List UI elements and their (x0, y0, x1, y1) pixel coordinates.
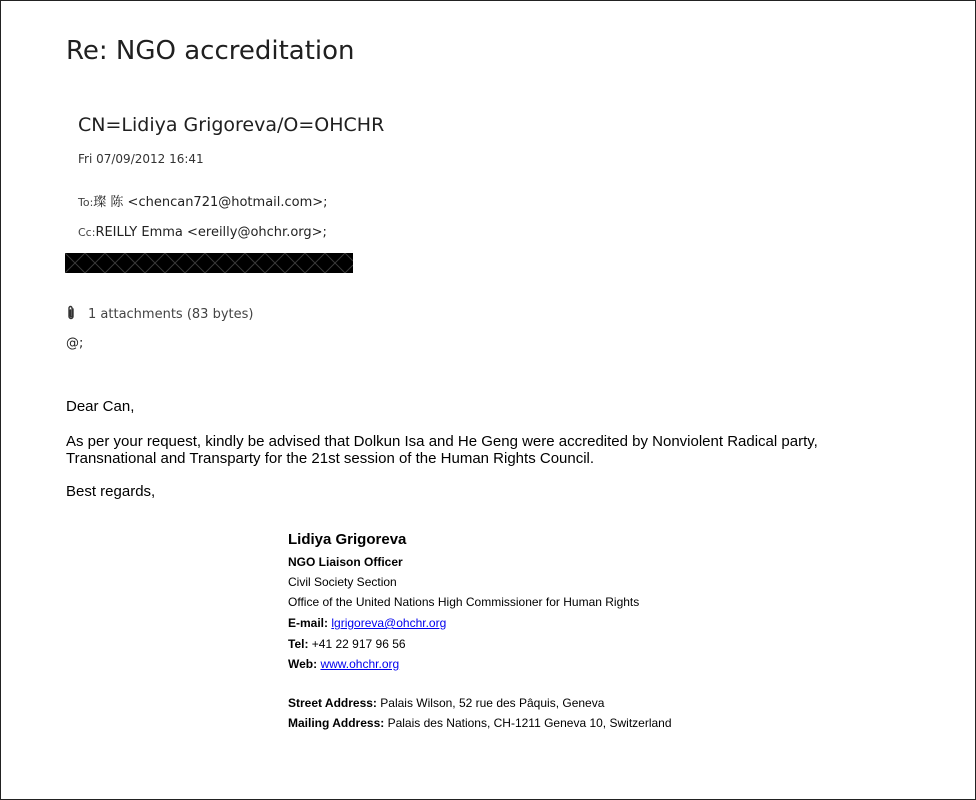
signature-section: Civil Society Section (288, 575, 397, 589)
street-value: Palais Wilson, 52 rue des Pâquis, Geneva (380, 696, 605, 710)
signature-mailing-address (288, 716, 672, 730)
email-link[interactable]: lgrigoreva@ohchr.org (331, 616, 447, 630)
redaction-bar (65, 253, 353, 273)
signature-office: Office of the United Nations High Commissioner for Human Rights (288, 595, 640, 609)
signature-email (288, 616, 446, 630)
closing: Best regards, (66, 483, 156, 500)
cc-recipients (78, 225, 327, 240)
to-recipients (78, 191, 328, 210)
body-paragraph-line2: Transnational and Transparty for the 21st session of the Human Rights Council. (66, 450, 595, 467)
cc-label: Cc: (78, 226, 96, 239)
mailing-value: Palais des Nations, CH-1211 Geneva 10, Switzerland (387, 716, 672, 730)
body-paragraph-line1: As per your request, kindly be advised that Dolkun Isa and He Geng were accredited by Nonviolent Radical party, (66, 433, 818, 450)
attachments-label: 1 attachments (83 bytes) (88, 307, 254, 322)
mailing-label: Mailing Address: (288, 716, 385, 730)
signature-street-address (288, 696, 604, 710)
cc-value[interactable]: REILLY Emma <ereilly@ohchr.org>; (95, 225, 327, 240)
street-label: Street Address: (288, 696, 377, 710)
greeting: Dear Can, (66, 398, 135, 415)
sender-name: CN=Lidiya Grigoreva/O=OHCHR (78, 114, 385, 136)
web-link[interactable]: www.ohchr.org (320, 657, 400, 671)
signature-tel (288, 637, 406, 651)
signature-title: NGO Liaison Officer (288, 555, 403, 569)
tel-value: +41 22 917 96 56 (311, 637, 406, 651)
tel-label: Tel: (288, 637, 309, 651)
sent-date: Fri 07/09/2012 16:41 (78, 152, 204, 166)
email-subject: Re: NGO accreditation (66, 36, 355, 66)
attachments-row[interactable] (66, 305, 253, 325)
signature-web (288, 657, 399, 671)
web-label: Web: (288, 657, 318, 671)
paperclip-icon (66, 305, 80, 325)
at-line: @; (66, 336, 84, 351)
to-value[interactable]: 璨 陈 <chencan721@hotmail.com>; (93, 195, 328, 210)
email-label: E-mail: (288, 616, 329, 630)
to-label: To: (78, 196, 94, 209)
signature-name: Lidiya Grigoreva (288, 531, 407, 548)
